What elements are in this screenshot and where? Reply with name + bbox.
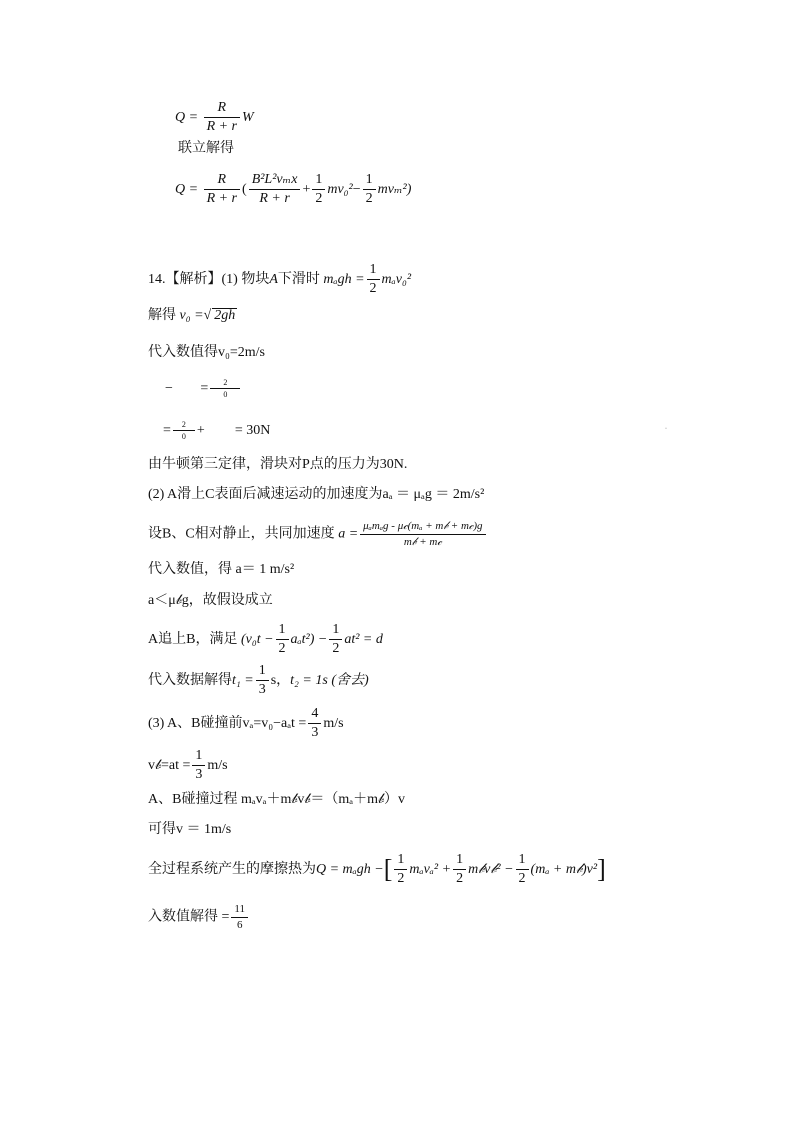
energy-lhs: mₐgh =	[323, 271, 365, 287]
mvm-term: mvₘ²)	[377, 181, 412, 197]
energy-rhs: mₐv₀²	[381, 271, 412, 287]
frac-r-over-r-plus-r	[204, 100, 240, 135]
lianli-text: 联立解得	[178, 141, 234, 156]
frac-den: 2	[369, 281, 377, 297]
final-pre: 入数值解得 =	[148, 909, 230, 925]
f2-eq: =	[163, 422, 171, 438]
vb-pre: v𝒷=at =	[148, 757, 191, 773]
heat-eq: Q = mₐgh −	[316, 861, 384, 877]
sqrt-2gh: 2gh	[214, 308, 236, 323]
var-a: A	[269, 271, 278, 287]
left-bracket: [	[383, 854, 393, 884]
frac-half-2	[453, 852, 466, 887]
frac-num: R	[204, 100, 240, 118]
frac-num: 2	[173, 420, 195, 431]
force-line-2	[163, 420, 270, 441]
frac-den: R + r	[206, 119, 238, 135]
final-frac	[231, 903, 248, 931]
heat-line	[148, 852, 606, 887]
frac-half-2	[329, 622, 342, 657]
frac-half-2	[363, 172, 376, 207]
q-eq: Q =	[175, 109, 199, 125]
q-formula-1	[175, 100, 254, 135]
frac-den: 2	[456, 871, 464, 887]
catch-text: A追上B，满足	[148, 631, 238, 647]
t1-unit: s，	[270, 672, 291, 688]
v0-solve-line	[148, 308, 237, 323]
assume-text: 设B、C相对静止，共同加速度	[148, 526, 335, 542]
time-text: 代入数据解得	[148, 672, 232, 688]
stray-mark: ·	[665, 426, 667, 432]
collision-line: A、B碰撞过程 mₐvₐ＋m𝒷v𝒷＝（mₐ＋m𝒷）v	[148, 792, 406, 807]
p14-heading	[148, 262, 411, 297]
frac-num: 1	[516, 852, 529, 870]
frac-half	[367, 262, 380, 297]
mv0-term: mv₀²	[327, 181, 353, 197]
frac-den: 0	[181, 432, 186, 442]
q-eq-2: Q =	[175, 181, 199, 197]
minus: −	[352, 181, 361, 197]
frac-den: 2	[365, 191, 373, 207]
frac-den: 2	[518, 871, 526, 887]
force-line-1	[165, 378, 242, 399]
vb-unit: m/s	[207, 757, 228, 773]
frac-den: 3	[195, 767, 203, 783]
a-eq: a =	[338, 526, 359, 542]
frac-num: B²L²vₘx	[249, 172, 301, 190]
t2-text: t₂ = 1s (舍去)	[290, 672, 369, 688]
frac-num: 1	[312, 172, 325, 190]
frac-num: 1	[276, 622, 289, 640]
f1-minus: −	[165, 380, 173, 396]
p14-head-text: 14.【解析】(1) 物块	[148, 271, 270, 287]
frac-num: R	[204, 172, 240, 190]
right-bracket: ]	[597, 854, 606, 884]
condition-line: a＜μ𝒷g，故假设成立	[148, 593, 273, 608]
v0-value-line: 代入数值得v₀=2m/s	[148, 345, 266, 360]
frac-num: 1	[329, 622, 342, 640]
v0-eq: v₀ =	[179, 308, 204, 323]
f1-eq: =	[200, 380, 209, 396]
frac-den: 2	[315, 191, 323, 207]
frac-num: 4	[308, 706, 321, 724]
newton-third-law: 由牛顿第三定律，滑块对P点的压力为30N.	[148, 457, 408, 472]
common-accel-line	[148, 520, 488, 548]
frac-num: 1	[453, 852, 466, 870]
va-frac	[308, 706, 321, 741]
frac-den: 3	[258, 682, 266, 698]
frac-den: 3	[311, 725, 319, 741]
heat-term-3: (mₐ + m𝒷)v²	[530, 861, 598, 877]
accel-a-line: (2) A滑上C表面后减速运动的加速度为aₐ ＝ μₐg ＝ 2m/s²	[148, 487, 485, 502]
f2-plus: +	[196, 422, 205, 438]
frac-num: 1	[192, 748, 205, 766]
sqrt-sign: √	[203, 308, 212, 323]
va-pre: (3) A、B碰撞前vₐ=v₀−aₐt =	[148, 715, 307, 731]
q-formula-2	[175, 172, 411, 207]
catch-up-line	[148, 622, 383, 657]
va-unit: m/s	[323, 715, 344, 731]
plus: +	[302, 181, 311, 197]
frac-num: μₐmₐg - μ𝒸(mₐ + m𝒷 + m𝒸)g	[360, 520, 485, 535]
v-result-line: 可得v ＝ 1m/s	[148, 822, 232, 837]
accel-value-line: 代入数值，得 a＝ 1 m/s²	[148, 562, 295, 577]
frac-den: R + r	[259, 191, 290, 207]
frac-den: 2	[332, 641, 340, 657]
frac-num: 1	[363, 172, 376, 190]
f1-frac	[210, 378, 240, 399]
frac-num: 11	[231, 903, 248, 918]
frac-den: R + r	[206, 191, 238, 207]
final-line	[148, 903, 250, 931]
frac-den: 2	[397, 871, 405, 887]
accel-frac	[360, 520, 485, 548]
f2-frac	[173, 420, 195, 441]
frac-half	[394, 852, 407, 887]
catch-eq-3: at² = d	[344, 631, 383, 647]
t1-eq: t₁ =	[232, 672, 254, 688]
vb-line	[148, 748, 228, 783]
frac-num: 2	[210, 378, 240, 389]
vb-frac	[192, 748, 205, 783]
frac-num: 1	[256, 663, 269, 681]
f2-result: = 30N	[234, 422, 271, 438]
frac-den: 6	[236, 918, 243, 931]
frac-half	[312, 172, 325, 207]
frac-half-3	[516, 852, 529, 887]
t1-frac	[256, 663, 269, 698]
solve-text: 解得	[148, 308, 176, 323]
catch-eq-1: (v₀t −	[240, 631, 274, 647]
slide-text: 下滑时	[277, 271, 320, 287]
frac-num: 1	[394, 852, 407, 870]
frac-den: 0	[223, 390, 228, 400]
heat-pre: 全过程系统产生的摩擦热为	[148, 861, 316, 877]
frac-b2l2vx	[249, 172, 301, 207]
frac-den: m𝒷 + m𝒸	[403, 535, 442, 548]
va-line	[148, 706, 344, 741]
time-solve-line	[148, 663, 369, 698]
frac-den: 2	[278, 641, 286, 657]
catch-eq-2: aₐt²) −	[290, 631, 328, 647]
frac-r-over-r-plus-r-2	[204, 172, 240, 207]
heat-term-2: m𝒷v𝒷² −	[468, 861, 514, 877]
w-symbol: W	[242, 109, 254, 125]
heat-term-1: mₐvₐ² +	[409, 861, 452, 877]
open-paren: (	[242, 181, 247, 197]
frac-half	[276, 622, 289, 657]
frac-num: 1	[367, 262, 380, 280]
